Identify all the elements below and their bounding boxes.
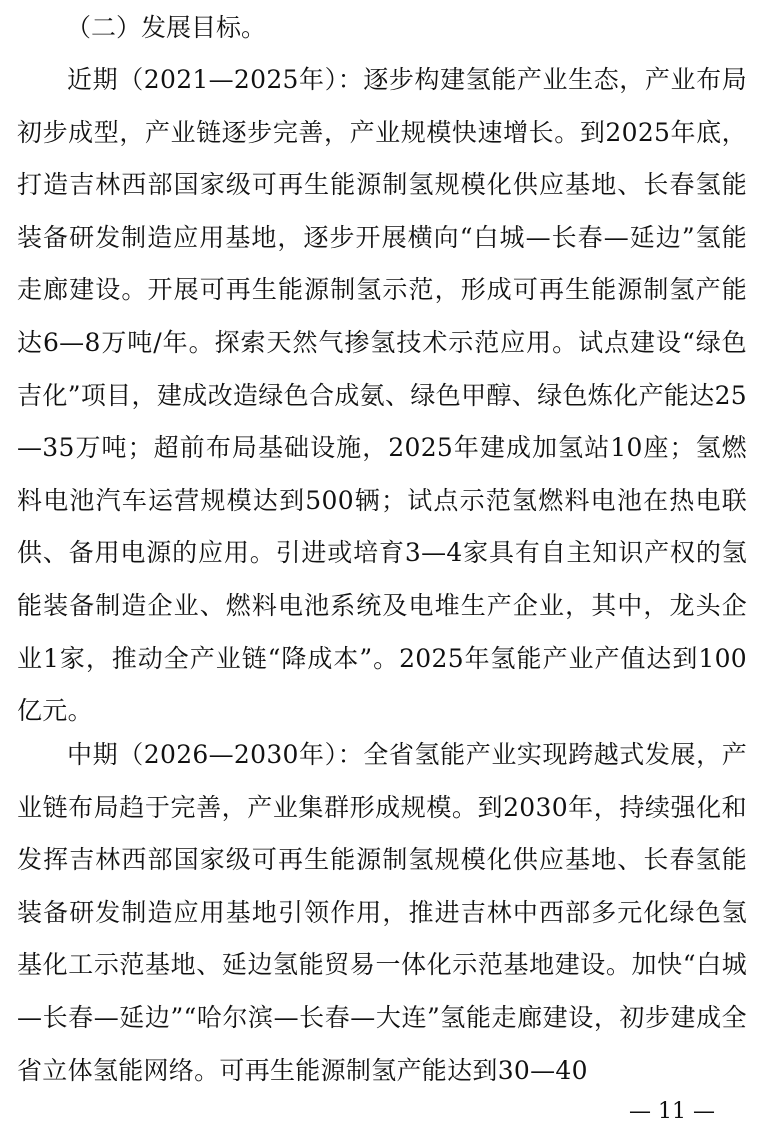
- paragraph-mid-term: 中期（2026—2030年）：全省氢能产业实现跨越式发展，产业链布局趋于完善，产业集群形成规模。到2030年，持续强化和发挥吉林西部国家级可再生能源制氢规模化供应基地、长春氢能装备研发制造应用基地引领作用，推进吉林中西部多元化绿色氢基化工示范基地、延边氢能贸易一体化示范基地建设。加快“白城—长春—延边”“哈尔滨—长春—大连”氢能走廊建设，初步建成全省立体氢能网络。可再生能源制氢产能达到30—40: [17, 740, 747, 1085]
- page-number: — 11 —: [629, 1099, 715, 1124]
- paragraph-near-term: 近期（2021—2025年）：逐步构建氢能产业生态，产业布局初步成型，产业链逐步完善，产业规模快速增长。到2025年底，打造吉林西部国家级可再生能源制氢规模化供应基地、长春氢能装备研发制造应用基地，逐步开展横向“白城—长春—延边”氢能走廊建设。开展可再生能源制氢示范，形成可再生能源制氢产能达6—8万吨/年。探索天然气掺氢技术示范应用。试点建设“绿色吉化”项目，建成改造绿色合成氨、绿色甲醇、绿色炼化产能达25—35万吨；超前布局基础设施，2025年建成加氢站10座；氢燃料电池汽车运营规模达到500辆；试点示范氢燃料电池在热电联供、备用电源的应用。引进或培育3—4家具有自主知识产权的氢能装备制造企业、燃料电池系统及电堆生产企业，其中，龙头企业1家，推动全产业链“降成本”。2025年氢能产业产值达到100亿元。: [17, 65, 747, 726]
- section-heading: （二）发展目标。: [66, 13, 267, 42]
